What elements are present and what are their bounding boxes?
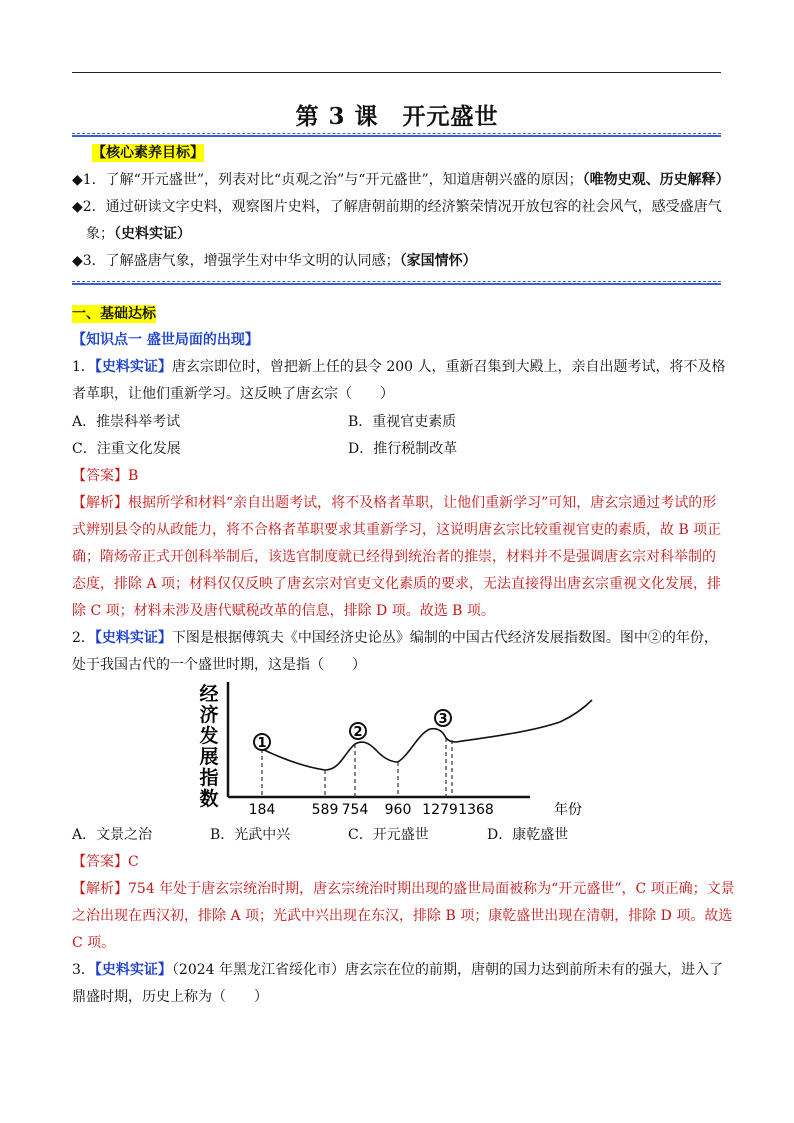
goal-item-2-text2: 象； — [86, 226, 114, 242]
marker-label: 2 — [353, 725, 363, 740]
index-curve — [262, 700, 592, 770]
chart-ylabel-char: 指 — [199, 767, 219, 789]
goals-rule-solid — [72, 283, 721, 285]
x-tick-label: 1279 — [422, 802, 458, 818]
q2-num: 2． — [72, 630, 95, 646]
q1-line2: 者革职，让他们重新学习。这反映了唐玄宗（ ） — [72, 386, 394, 402]
chart-xlabel: 年份 — [554, 802, 582, 818]
q3-tag: 【史料实证】 — [94, 962, 172, 978]
goal-item-2 — [72, 198, 724, 216]
chart-ylabel-char: 数 — [199, 788, 219, 810]
title-rule-solid — [72, 135, 721, 137]
guide-lines — [262, 738, 452, 797]
section-heading: 一、基础达标 — [72, 306, 156, 322]
q1-analysis-5: 除 C 项；材料未涉及唐代赋税改革的信息，排除 D 项。故选 B 项。 — [72, 603, 495, 619]
q2-analysis-3: C 项。 — [72, 935, 116, 951]
q2-line2: 处于我国古代的一个盛世时期，这是指（ ） — [72, 657, 366, 673]
goal-item-2-tag: （史料实证） — [114, 226, 191, 242]
x-tick-label: 184 — [248, 802, 276, 818]
q2-option-b: B．光武中兴 — [210, 827, 291, 843]
marker-label: 1 — [257, 736, 267, 751]
goal-item-2-cont — [86, 225, 738, 243]
x-tick-label: 589 — [311, 802, 339, 818]
q3-text1: （2024 年黑龙江省绥化市）唐玄宗在位的前期，唐朝的国力达到前所未有的强大，进入了 — [171, 962, 723, 978]
chart-ylabel-char: 展 — [199, 746, 219, 768]
q1-line1 — [72, 358, 724, 376]
q1-analysis-4: 态度，排除 A 项；材料仅仅反映了唐玄宗对官吏文化素质的要求，无法直接得出唐玄宗重视文化发展，排 — [72, 576, 722, 592]
page-title: 第 3 课 开元盛世 — [295, 103, 499, 130]
q3-line1 — [72, 961, 724, 979]
q1-analysis-1: 【解析】根据所学和材料“亲自出题考试，将不及格者革职，让他们重新学习”可知，唐玄宗通过考试的形 — [72, 495, 717, 511]
q2-option-d: D．康乾盛世 — [487, 827, 569, 843]
q1-analysis-2: 式辨别县令的从政能力，将不合格者革职要求其重新学习，这说明唐玄宗比较重视官吏的素质，故 B 项正 — [72, 522, 722, 538]
chart-ylabel — [199, 682, 218, 810]
q2-analysis-1: 【解析】754 年处于唐玄宗统治时期，唐玄宗统治时期出现的盛世局面被称为“开元盛世”，C 项正确；文景 — [72, 881, 735, 897]
q1-analysis-3: 确；隋炀帝正式开创科举制后，该选官制度就已经得到统治者的推崇，材料并不是强调唐玄宗对科举制的 — [72, 549, 716, 565]
goals-heading: 【核心素养目标】 — [92, 145, 204, 161]
q1-num: 1． — [72, 359, 95, 375]
q2-answer: 【答案】C — [72, 854, 139, 870]
x-tick-label: 754 — [341, 802, 369, 818]
x-tick-label: 1368 — [458, 802, 494, 818]
goal-item-3 — [72, 252, 724, 270]
goal-item-1-tag: （唯物史观、历史解释） — [582, 172, 730, 188]
goal-item-1-text: ◆1．了解“开元盛世”，列表对比“贞观之治”与“开元盛世”，知道唐朝兴盛的原因； — [72, 172, 583, 188]
goals-rule — [72, 281, 721, 282]
q2-analysis-2: 之治出现在西汉初，排除 A 项；光武中兴出现在东汉，排除 B 项；康乾盛世出现在清朝，排除 D 项。故选 — [72, 908, 733, 924]
goal-item-1 — [72, 171, 730, 189]
q1-text1: 唐玄宗即位时，曾把新上任的县令 200 人，重新召集到大殿上，亲自出题考试，将不及格 — [171, 359, 726, 375]
goal-item-2-text: ◆2．通过研读文字史料，观察图片史料，了解唐朝前期的经济繁荣情况开放包容的社会风气，感受盛唐气 — [72, 199, 722, 215]
q1-option-b: B．重视官吏素质 — [348, 414, 457, 430]
q1-option-a: A．推崇科举考试 — [72, 414, 181, 430]
q2-line1 — [72, 629, 724, 647]
chart-ylabel-char: 发 — [199, 725, 219, 747]
q2-tag: 【史料实证】 — [94, 630, 172, 646]
q1-answer: 【答案】B — [72, 468, 139, 484]
title-rule — [72, 133, 721, 134]
marker-label: 3 — [438, 712, 448, 727]
q3-line2: 鼎盛时期，历史上称为（ ） — [72, 989, 268, 1005]
q2-text1: 下图是根据傅筑夫《中国经济史论丛》编制的中国古代经济发展指数图。图中②的年份， — [171, 630, 718, 646]
q3-num: 3． — [72, 962, 95, 978]
knowledge-point-heading: 【知识点一 盛世局面的出现】 — [72, 332, 259, 348]
x-tick-label: 960 — [384, 802, 412, 818]
q2-option-a: A．文景之治 — [72, 827, 153, 843]
q1-option-d: D．推行税制改革 — [348, 441, 458, 457]
q1-option-c: C．注重文化发展 — [72, 441, 181, 457]
top-rule — [72, 72, 721, 73]
economic-index-chart — [190, 682, 610, 824]
chart-ylabel-char: 经 — [199, 683, 219, 705]
q2-option-c: C．开元盛世 — [348, 827, 429, 843]
goal-item-3-tag: （家国情怀） — [399, 253, 477, 269]
chart-ylabel-char: 济 — [199, 704, 219, 726]
q1-tag: 【史料实证】 — [94, 359, 172, 375]
goal-item-3-text: ◆3．了解盛唐气象，增强学生对中华文明的认同感； — [72, 253, 400, 269]
